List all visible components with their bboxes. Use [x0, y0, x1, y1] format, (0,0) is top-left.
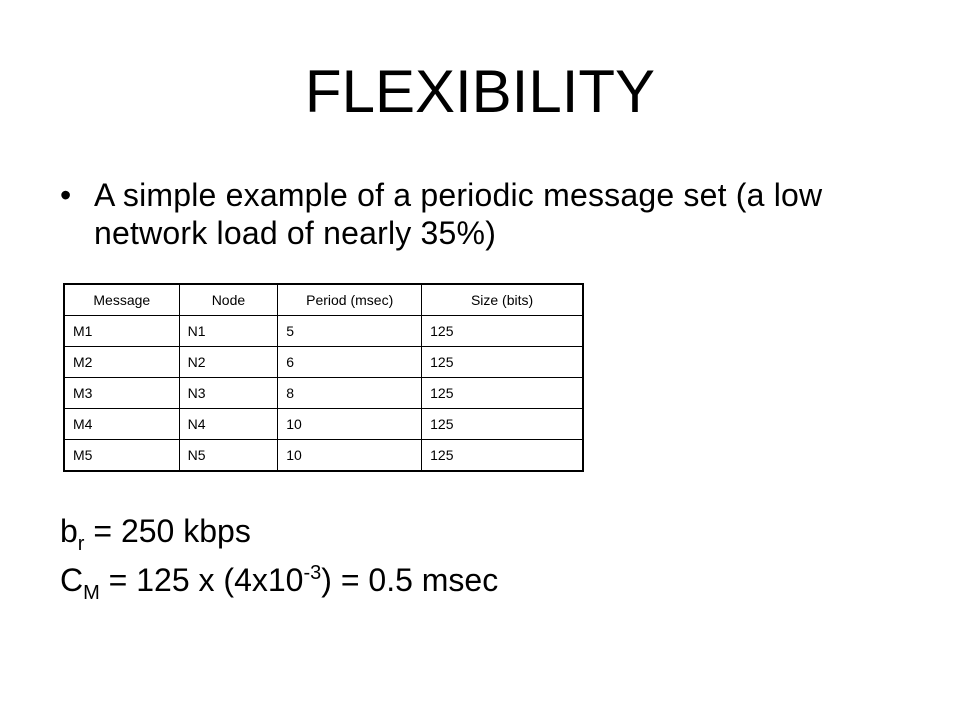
formula-base: b	[60, 513, 78, 549]
header-size: Size (bits)	[422, 284, 583, 316]
cell-period: 10	[278, 409, 422, 440]
formula-superscript: -3	[303, 562, 322, 584]
header-message: Message	[64, 284, 179, 316]
table-row	[64, 409, 583, 440]
cell-period: 5	[278, 316, 422, 347]
table-row	[64, 347, 583, 378]
table-header-row	[64, 284, 583, 316]
formula-subscript: r	[77, 533, 85, 555]
cell-message: M5	[64, 440, 179, 472]
slide-title: FLEXIBILITY	[304, 58, 656, 125]
cell-message: M3	[64, 378, 179, 409]
message-set-table	[63, 283, 584, 472]
header-period: Period (msec)	[278, 284, 422, 316]
cell-node: N5	[179, 440, 278, 472]
cell-size: 125	[422, 347, 583, 378]
cell-node: N3	[179, 378, 278, 409]
header-node: Node	[179, 284, 278, 316]
cell-node: N1	[179, 316, 278, 347]
formula-rest: ) = 0.5 msec	[321, 562, 499, 598]
bullet-marker: •	[60, 177, 72, 213]
cell-message: M2	[64, 347, 179, 378]
transmission-time-formula	[60, 561, 498, 604]
formula-middle: = 125 x (4x10	[99, 562, 304, 598]
cell-node: N2	[179, 347, 278, 378]
bit-rate-formula	[60, 512, 251, 555]
cell-period: 10	[278, 440, 422, 472]
cell-period: 6	[278, 347, 422, 378]
bullet-item	[60, 176, 890, 252]
cell-message: M1	[64, 316, 179, 347]
cell-period: 8	[278, 378, 422, 409]
formula-rest: = 250 kbps	[84, 513, 251, 549]
cell-message: M4	[64, 409, 179, 440]
formula-base: C	[60, 562, 84, 598]
formula-subscript: M	[83, 582, 100, 604]
bullet-text: A simple example of a periodic message set (a low network load of nearly 35%)	[94, 177, 823, 251]
table-row	[64, 316, 583, 347]
cell-size: 125	[422, 378, 583, 409]
cell-size: 125	[422, 440, 583, 472]
table-row	[64, 440, 583, 472]
table-row	[64, 378, 583, 409]
cell-size: 125	[422, 409, 583, 440]
cell-node: N4	[179, 409, 278, 440]
cell-size: 125	[422, 316, 583, 347]
